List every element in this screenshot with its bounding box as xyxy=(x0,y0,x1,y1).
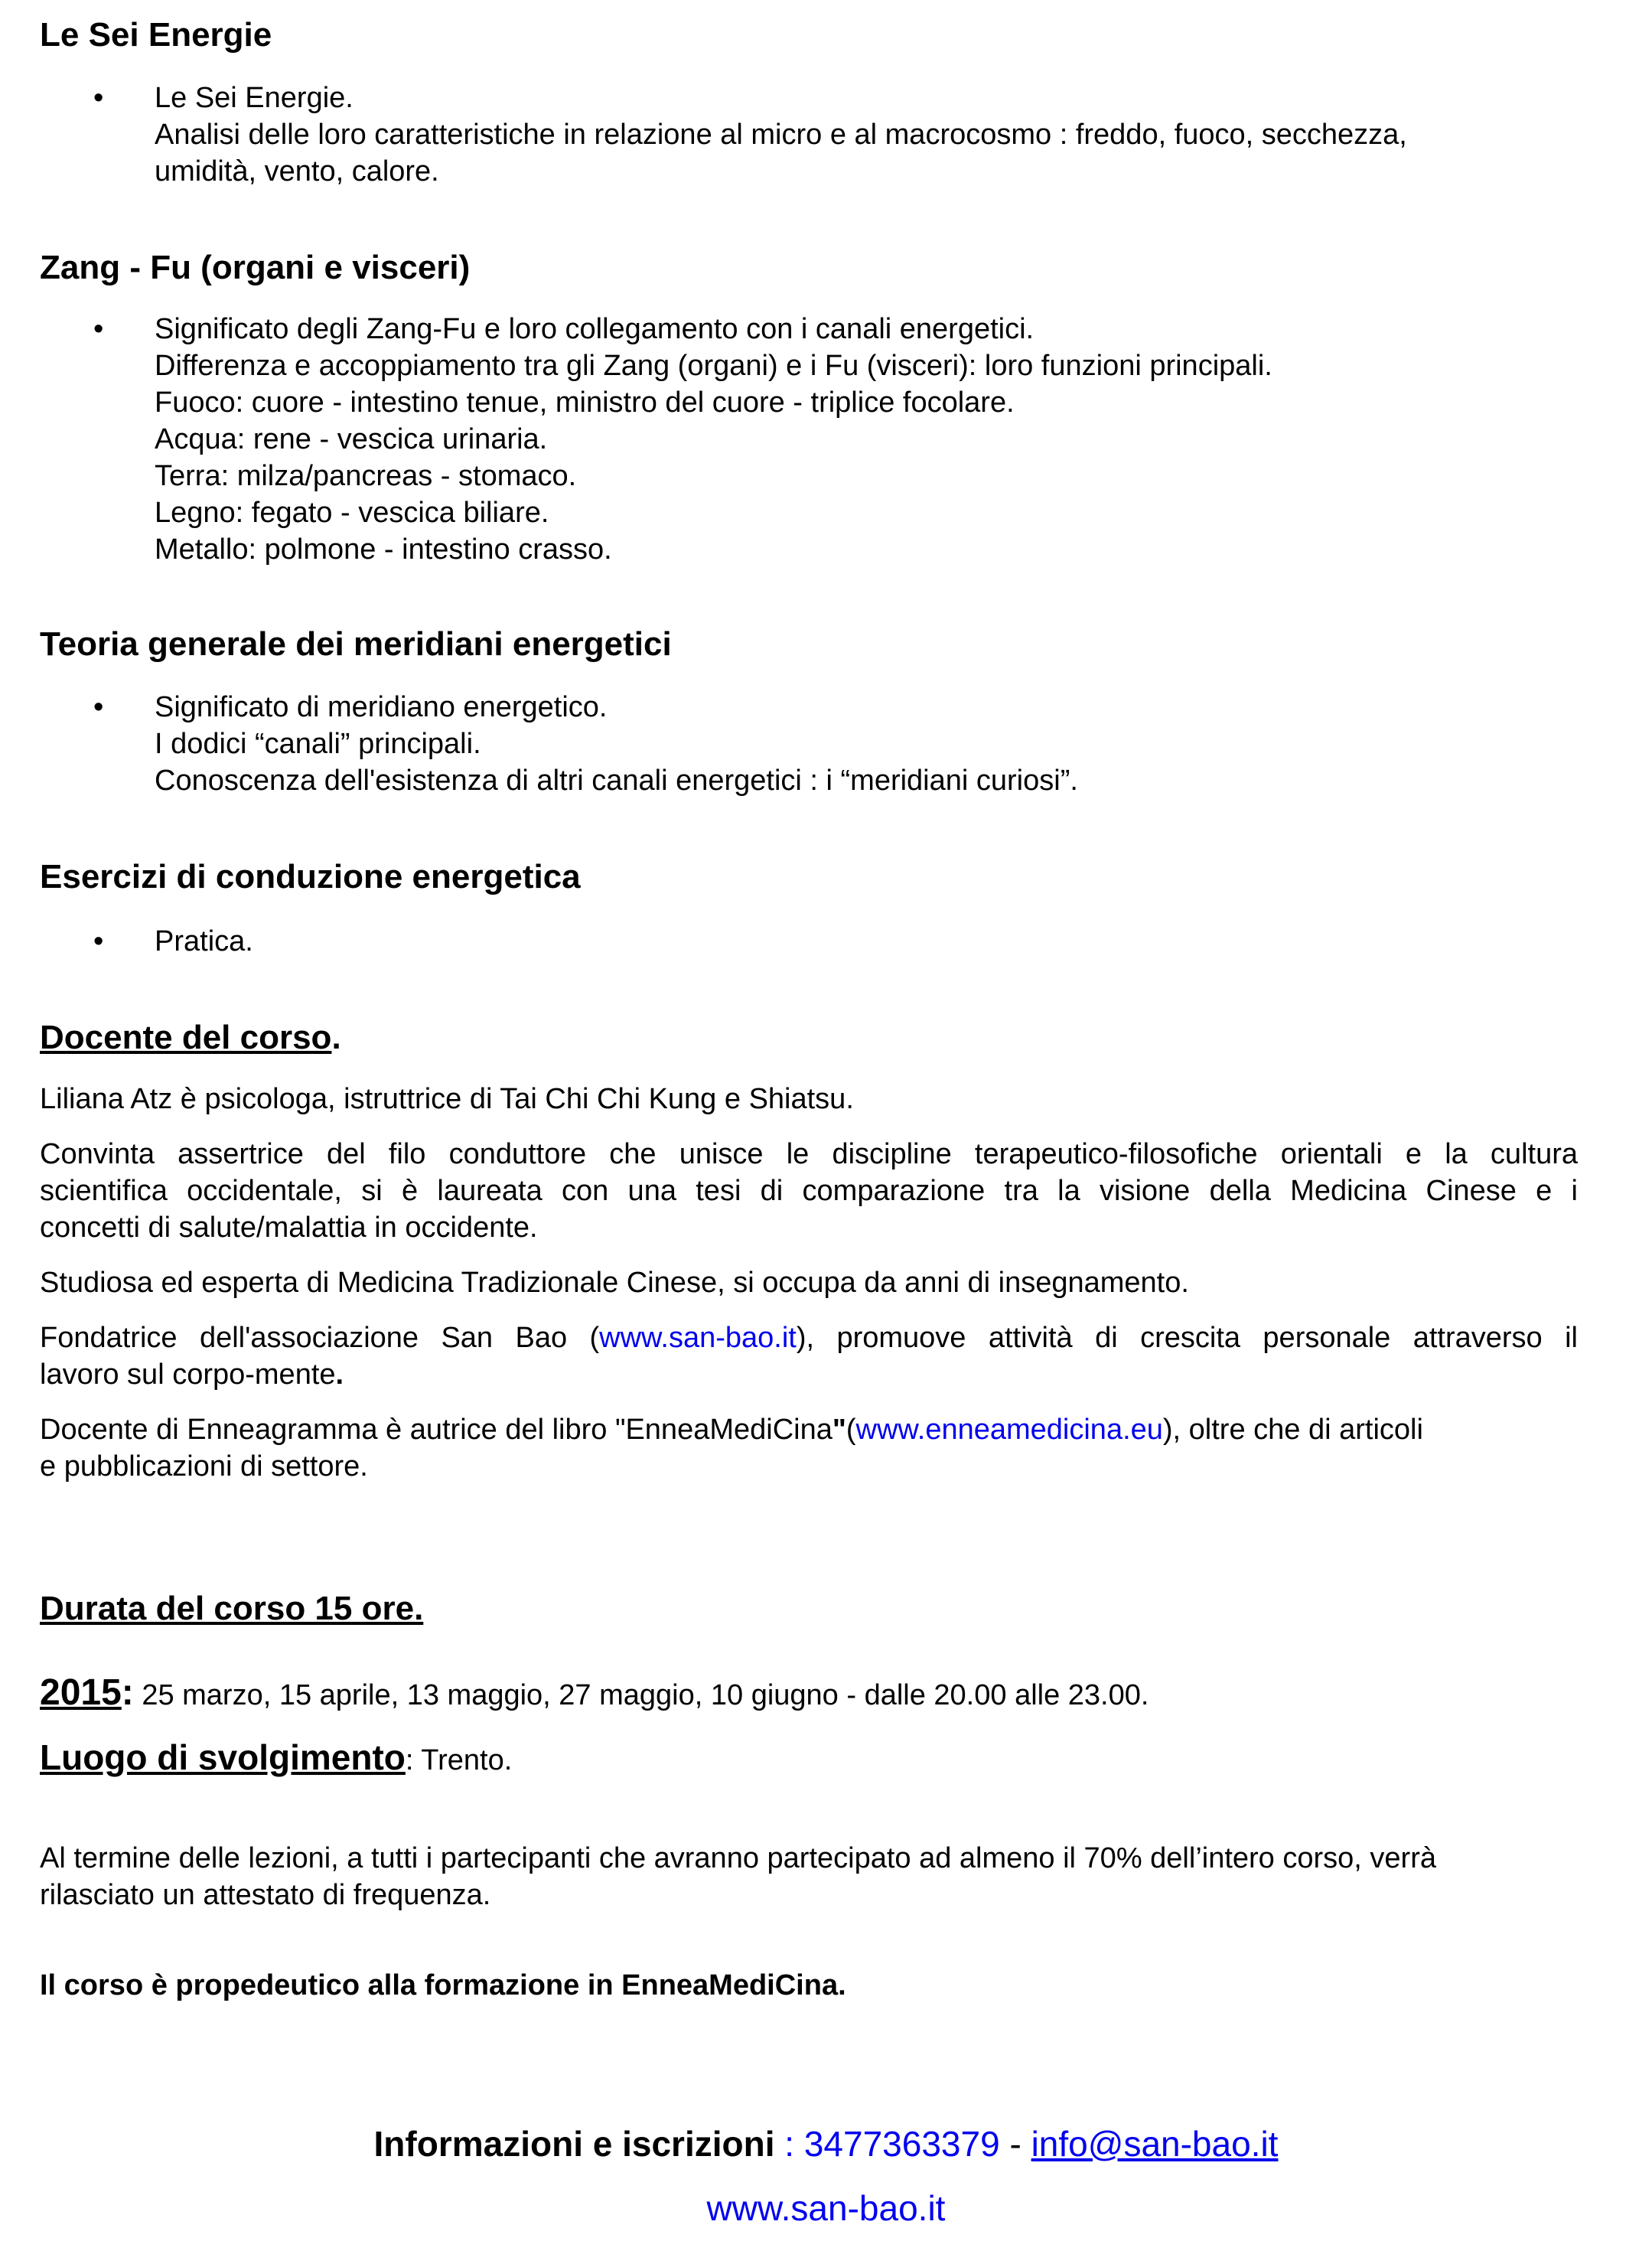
paragraph-line: Convinta assertrice del filo conduttore che unisce le discipline terapeutico-filosofiche orientali e la cultura xyxy=(40,1138,1578,1170)
bullet-line: Analisi delle loro caratteristiche in relazione al micro e al macrocosmo : freddo, fuoco, secchezza, xyxy=(155,119,1407,151)
paragraph-line: Liliana Atz è psicologa, istruttrice di Tai Chi Chi Kung e Shiatsu. xyxy=(40,1083,854,1115)
paragraph-line: e pubblicazioni di settore. xyxy=(40,1450,368,1483)
footer-contacts xyxy=(0,2122,1652,2166)
luogo-value: Trento. xyxy=(413,1744,513,1776)
bullet-dot-icon: • xyxy=(93,82,104,114)
footer-sep: : xyxy=(774,2124,804,2164)
docente-paragraph-1 xyxy=(40,1081,1578,1117)
year-colon: : xyxy=(121,1672,134,1713)
bullet-dot-icon: • xyxy=(93,691,104,723)
docente-paragraph-3 xyxy=(40,1264,1578,1301)
website-link[interactable]: www.san-bao.it xyxy=(706,2188,946,2228)
text-segment: ), promuove attività di crescita personale attraverso il xyxy=(796,1322,1578,1354)
bullet-line: Significato degli Zang-Fu e loro collegamento con i canali energetici. xyxy=(155,313,1035,345)
bullet-line: Le Sei Energie. xyxy=(155,82,354,114)
paragraph-line xyxy=(40,1319,1578,1356)
bullet-line: Conoscenza dell'esistenza di altri canali energetici : i “meridiani curiosi”. xyxy=(155,765,1078,797)
footer-website xyxy=(0,2186,1652,2230)
enneamedicina-link[interactable]: www.enneamedicina.eu xyxy=(855,1414,1163,1446)
bullet-dot-icon: • xyxy=(93,925,104,957)
attestato-paragraph xyxy=(40,1840,1578,1913)
date-text: 25 marzo, 15 aprile, 13 maggio, 27 maggio, 10 giugno - dalle 20.00 alle 23.00. xyxy=(133,1679,1149,1711)
bullet-line: Pratica. xyxy=(155,925,253,957)
text-segment: lavoro sul corpo-mente xyxy=(40,1359,336,1391)
paragraph-line: scientifica occidentale, si è laureata con una tesi di comparazione tra la visione della Medicina Cinese e i xyxy=(40,1175,1578,1207)
bullet-line: I dodici “canali” principali. xyxy=(155,728,481,760)
section-title-zang-fu: Zang - Fu (organi e visceri) xyxy=(40,249,471,286)
text-segment: " xyxy=(832,1414,846,1446)
luogo-colon: : xyxy=(405,1744,414,1776)
paragraph-line: Studiosa ed esperta di Medicina Tradizionale Cinese, si occupa da anni di insegnamento. xyxy=(40,1267,1189,1299)
section-title-esercizi: Esercizi di conduzione energetica xyxy=(40,858,581,895)
docente-paragraph-4 xyxy=(40,1319,1578,1393)
section-title-meridiani: Teoria generale dei meridiani energetici xyxy=(40,625,672,663)
bullet-line: umidità, vento, calore. xyxy=(155,155,439,188)
bullet-line: Significato di meridiano energetico. xyxy=(155,691,608,723)
paragraph-line xyxy=(40,1356,1578,1393)
san-bao-link[interactable]: www.san-bao.it xyxy=(599,1322,797,1354)
text-segment: ), oltre che di articoli xyxy=(1162,1414,1423,1446)
paragraph-line: Al termine delle lezioni, a tutti i partecipanti che avranno partecipato ad almeno il 70% dell’intero corso, verrà xyxy=(40,1842,1436,1874)
bullet-line: Legno: fegato - vescica biliare. xyxy=(155,497,549,529)
footer-sep: - xyxy=(999,2124,1031,2164)
phone-link[interactable]: 3477363379 xyxy=(803,2124,1000,2164)
durata-heading: Durata del corso 15 ore. xyxy=(40,1590,424,1627)
footer-label: Informazioni e iscrizioni xyxy=(373,2124,775,2164)
year-label: 2015 xyxy=(40,1672,122,1713)
docente-title-suffix: . xyxy=(331,1019,341,1056)
bullet-line: Acqua: rene - vescica urinaria. xyxy=(155,423,548,455)
paragraph-line: rilasciato un attestato di frequenza. xyxy=(40,1879,491,1911)
docente-heading xyxy=(40,1016,341,1059)
luogo-label: Luogo di svolgimento xyxy=(40,1737,406,1777)
text-segment: Fondatrice dell'associazione San Bao ( xyxy=(40,1322,600,1354)
text-segment: . xyxy=(335,1359,344,1391)
luogo-line xyxy=(40,1739,512,1779)
paragraph-line: concetti di salute/malattia in occidente. xyxy=(40,1212,538,1244)
section-title-sei-energie: Le Sei Energie xyxy=(40,16,272,54)
docente-title: Docente del corso xyxy=(40,1019,332,1056)
text-segment: ( xyxy=(846,1414,856,1446)
propedeutico-note: Il corso è propedeutico alla formazione in EnneaMediCina. xyxy=(40,1969,846,2001)
paragraph-line xyxy=(40,1411,1578,1448)
date-line xyxy=(40,1672,1149,1714)
docente-paragraph-5 xyxy=(40,1411,1578,1485)
email-link[interactable]: info@san-bao.it xyxy=(1031,2124,1279,2164)
bullet-line: Fuoco: cuore - intestino tenue, ministro del cuore - triplice focolare. xyxy=(155,387,1015,419)
bullet-line: Metallo: polmone - intestino crasso. xyxy=(155,533,612,566)
bullet-dot-icon: • xyxy=(93,313,104,345)
docente-paragraph-2 xyxy=(40,1136,1578,1246)
bullet-line: Differenza e accoppiamento tra gli Zang (organi) e i Fu (visceri): loro funzioni principali. xyxy=(155,350,1272,382)
bullet-line: Terra: milza/pancreas - stomaco. xyxy=(155,460,577,492)
text-segment: Docente di Enneagramma è autrice del libro "EnneaMediCina xyxy=(40,1414,833,1446)
